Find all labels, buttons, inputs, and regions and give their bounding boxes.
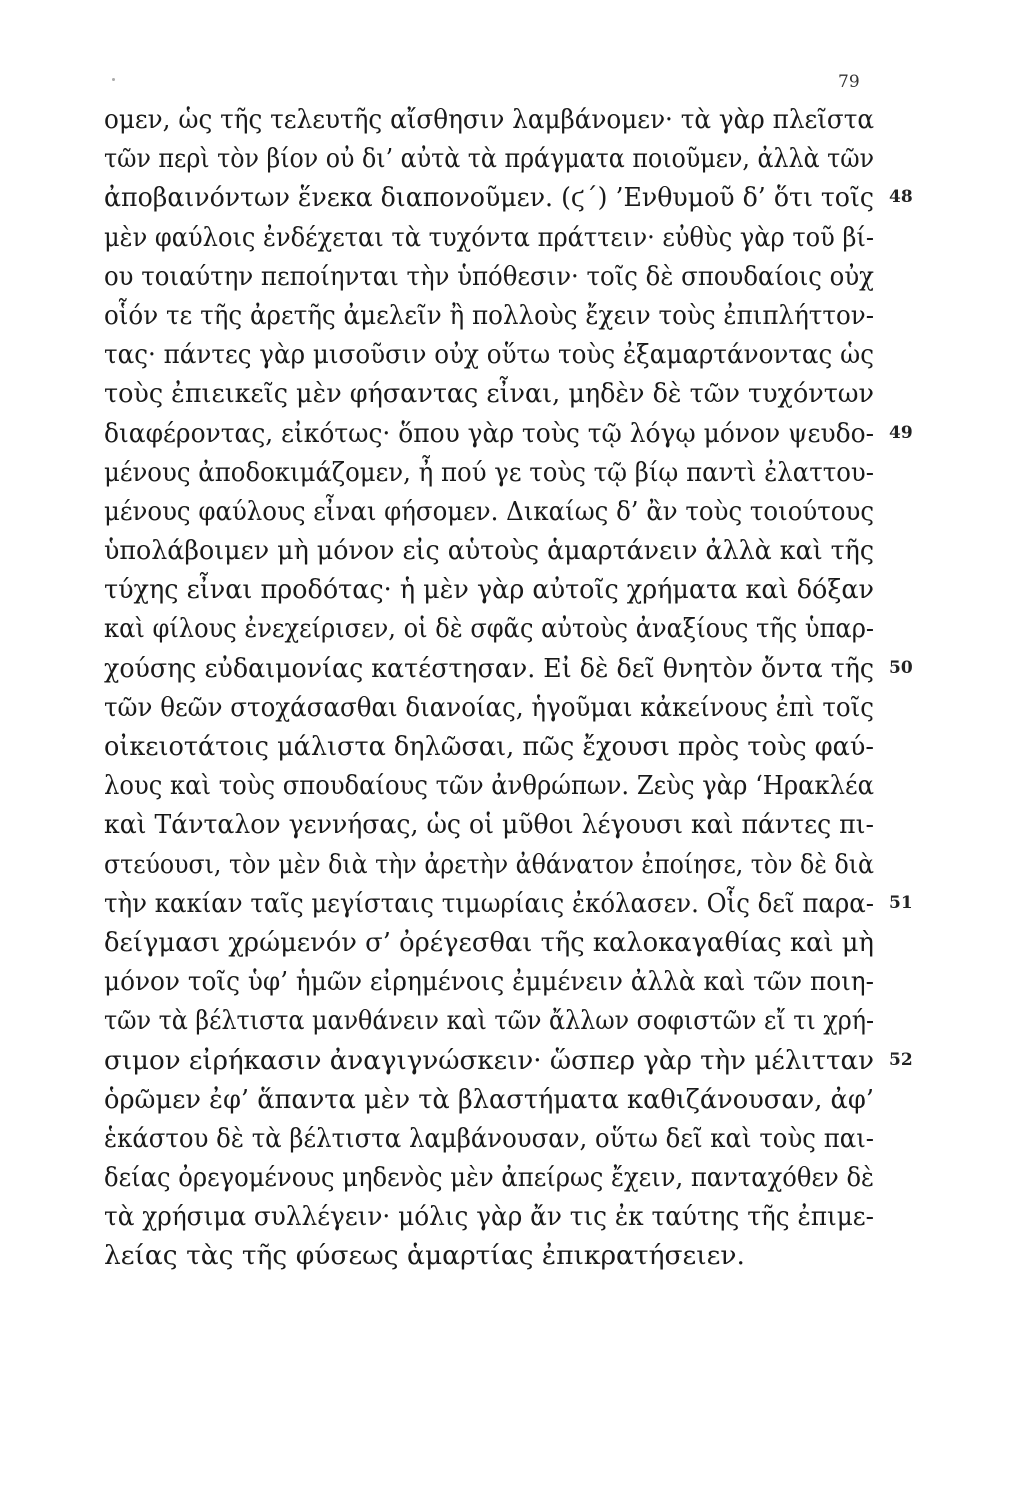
text-line-content: ου τοιαύτην πεποίηνται τὴν ὑπόθεσιν· τοῖς δὲ σπουδαίοις οὐχ	[104, 260, 874, 292]
text-line	[104, 884, 913, 923]
text-line-content: μένους ἀποδοκιμάζομεν, ἦ πού γε τοὺς τῷ βίῳ παντὶ ἐλαττου-	[104, 456, 874, 488]
text-line	[104, 609, 884, 648]
text-line	[104, 805, 884, 844]
text-line-content: στεύουσι, τὸν μὲν διὰ τὴν ἀρετὴν ἀθάνατον ἐποίησε, τὸν δὲ διὰ	[104, 848, 874, 880]
text-line-content: ὑπολάβοιμεν μὴ μόνον εἰς αὑτοὺς ἁμαρτάνειν ἀλλὰ καὶ τῆς	[104, 535, 875, 567]
text-line	[104, 766, 884, 805]
text-line-content: μένους φαύλους εἶναι φήσομεν. Δικαίως δ’ ἂν τοὺς τοιούτους	[104, 495, 875, 527]
text-line	[104, 492, 884, 531]
text-line	[104, 178, 913, 217]
text-line	[104, 727, 884, 766]
text-line	[104, 1158, 884, 1197]
text-line	[104, 1080, 884, 1119]
text-line	[104, 257, 884, 296]
text-line-content: τας· πάντες γὰρ μισοῦσιν οὐχ οὕτω τοὺς ἐξαμαρτάνοντας ὡς	[104, 339, 874, 371]
text-line	[104, 374, 884, 413]
section-number: 51	[889, 892, 913, 913]
text-line	[104, 335, 884, 374]
text-line	[104, 688, 884, 727]
text-line-content: ἑκάστου δὲ τὰ βέλτιστα λαμβάνουσαν, οὕτω δεῖ καὶ τοὺς παι-	[104, 1122, 875, 1154]
text-line	[104, 296, 884, 335]
text-line	[104, 649, 913, 688]
text-line-content: χούσης εὐδαιμονίας κατέστησαν. Εἰ δὲ δεῖ θνητὸν ὄντα τῆς	[104, 652, 874, 684]
text-line	[104, 453, 884, 492]
text-line-content: ἀποβαινόντων ἕνεκα διαπονοῦμεν. (ϛ΄) ’Ενθυμοῦ δ’ ὅτι τοῖς	[104, 182, 874, 214]
section-number: 52	[889, 1049, 913, 1070]
text-line	[104, 414, 913, 453]
section-number: 49	[889, 422, 913, 443]
text-line-content: διαφέροντας, εἰκότως· ὅπου γὰρ τοὺς τῷ λόγῳ μόνον ψευδο-	[104, 417, 875, 449]
text-line-content: μὲν φαύλοις ἐνδέχεται τὰ τυχόντα πράττειν· εὐθὺς γὰρ τοῦ βί-	[104, 221, 874, 253]
text-line-content: σιμον εἰρήκασιν ἀναγιγνώσκειν· ὥσπερ γὰρ τὴν μέλιτταν	[104, 1044, 874, 1076]
text-line-content: τύχης εἶναι προδότας· ἡ μὲν γὰρ αὐτοῖς χρήματα καὶ δόξαν	[104, 574, 875, 606]
text-line-content: δείας ὀρεγομένους μηδενὸς μὲν ἀπείρως ἔχειν, πανταχόθεν δὲ	[104, 1162, 875, 1194]
text-line	[104, 1001, 884, 1040]
text-line-content: μόνον τοῖς ὑφ’ ἡμῶν εἰρημένοις ἐμμένειν ἀλλὰ καὶ τῶν ποιη-	[104, 966, 874, 998]
section-number: 48	[889, 187, 913, 208]
text-line	[104, 139, 884, 178]
text-line	[104, 1236, 884, 1275]
text-line-content: οἰκειοτάτοις μάλιστα δηλῶσαι, πῶς ἔχουσι πρὸς τοὺς φαύ-	[104, 731, 874, 762]
text-line-content: λείας τὰς τῆς φύσεως ἁμαρτίας ἐπικρατήσειεν.	[104, 1240, 745, 1272]
text-line	[104, 218, 884, 257]
text-line	[104, 100, 884, 139]
text-line	[104, 1119, 884, 1158]
text-line	[104, 845, 884, 884]
text-line-content: καὶ φίλους ἐνεχείρισεν, οἱ δὲ σφᾶς αὐτοὺς ἀναξίους τῆς ὑπαρ-	[104, 613, 875, 645]
body-text	[104, 100, 913, 1276]
text-line	[104, 962, 884, 1001]
text-line-content: τῶν περὶ τὸν βίον οὐ δι’ αὐτὰ τὰ πράγματα ποιοῦμεν, ἀλλὰ τῶν	[104, 143, 875, 175]
text-line-content: τῶν τὰ βέλτιστα μανθάνειν καὶ τῶν ἄλλων σοφιστῶν εἴ τι χρή-	[104, 1005, 875, 1037]
text-line-content: τὰ χρήσιμα συλλέγειν· μόλις γὰρ ἄν τις ἐκ ταύτης τῆς ἐπιμε-	[104, 1201, 874, 1233]
text-line	[104, 1041, 913, 1080]
text-line-content: λους καὶ τοὺς σπουδαίους τῶν ἀνθρώπων. Ζεὺς γὰρ ‘Ηρακλέα	[104, 770, 874, 802]
text-line-content: τῶν θεῶν στοχάσασθαι διανοίας, ἡγοῦμαι κἀκείνους ἐπὶ τοῖς	[104, 691, 875, 723]
page-number: 79	[838, 72, 860, 92]
text-line	[104, 531, 884, 570]
paper-speck	[112, 78, 115, 81]
text-line	[104, 1197, 884, 1236]
text-line-content: ὁρῶμεν ἐφ’ ἅπαντα μὲν τὰ βλαστήματα καθιζάνουσαν, ἀφ’	[104, 1083, 875, 1115]
section-number: 50	[889, 657, 913, 678]
text-line-content: τὴν κακίαν ταῖς μεγίσταις τιμωρίαις ἐκόλασεν. Οἷς δεῖ παρα-	[104, 887, 874, 919]
text-line-content: οἷόν τε τῆς ἀρετῆς ἀμελεῖν ἢ πολλοὺς ἔχειν τοὺς ἐπιπλήττον-	[104, 299, 874, 331]
text-line	[104, 570, 884, 609]
text-line-content: καὶ Τάνταλον γεννήσας, ὡς οἱ μῦθοι λέγουσι καὶ πάντες πι-	[104, 809, 875, 841]
text-line-content: δείγμασι χρώμενόν σ’ ὀρέγεσθαι τῆς καλοκαγαθίας καὶ μὴ	[104, 926, 874, 958]
text-line-content: τοὺς ἐπιεικεῖς μὲν φήσαντας εἶναι, μηδὲν δὲ τῶν τυχόντων	[104, 378, 874, 410]
text-line	[104, 923, 884, 962]
text-line-content: ομεν, ὡς τῆς τελευτῆς αἴσθησιν λαμβάνομεν· τὰ γὰρ πλεῖστα	[104, 104, 875, 135]
